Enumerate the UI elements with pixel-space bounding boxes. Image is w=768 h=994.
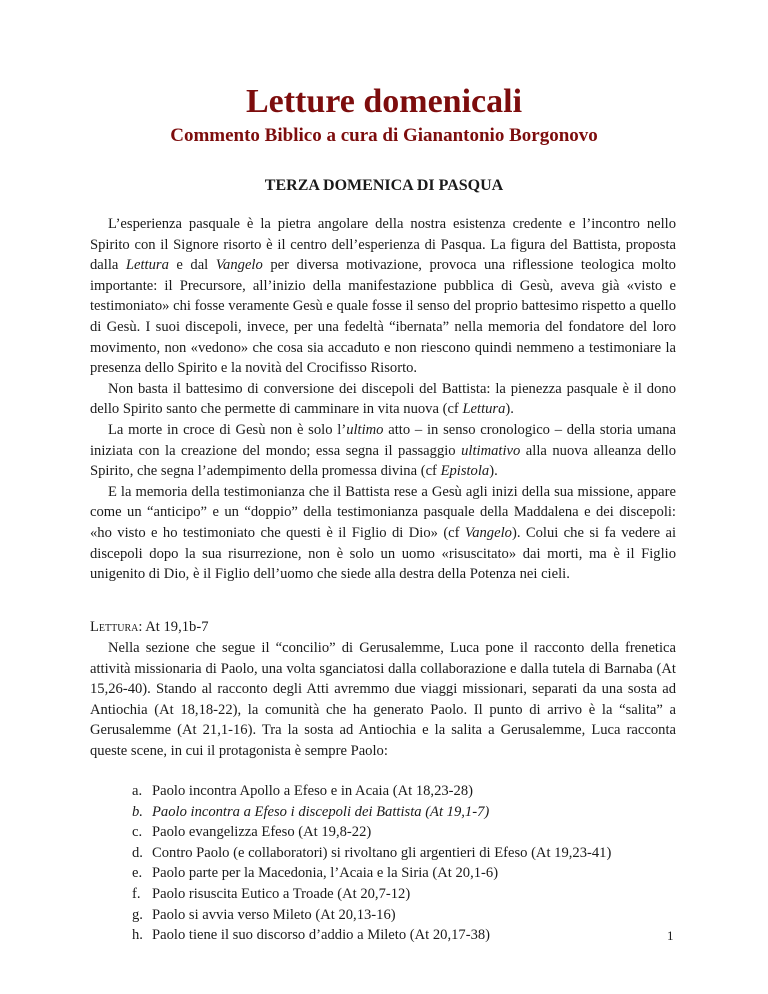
list-item: f. Paolo risuscita Eutico a Troade (At 20,7-12) [132, 885, 411, 902]
intro-paragraph-2: Non basta il battesimo di conversione dei discepoli del Battista: la pienezza pasquale è il dono dello Spirito santo che permette di camminare in vita nuova (cf Lettura). [90, 380, 676, 418]
reading-reference: : At 19,1b-7 [138, 619, 209, 635]
intro-text [90, 214, 676, 585]
list-item: a. Paolo incontra Apollo a Efeso e in Acaia (At 18,23-28) [132, 783, 473, 799]
scene-list [132, 781, 611, 946]
reading-paragraph: Nella sezione che segue il “concilio” di Gerusalemme, Luca pone il racconto della frenetica attività missionaria di Paolo, una volta sganciatosi dalla collaborazione e dalla tutela di Barnaba (At 15,26-40). Stando al racconto degli Atti avremmo due viaggi missionari, separati da una sosta ad Antiochia (At 18,18-22), la comunità che ha generato Paolo. Il punto di arrivo è la “salita” a Gerusalemme (At 21,1-16). Tra la sosta ad Antiochia e la salita a Gerusalemme, Luca racconta queste scene, in cui il protagonista è sempre Paolo: [90, 640, 676, 759]
list-item: b. Paolo incontra a Efeso i discepoli dei Battista (At 19,1-7) [132, 803, 490, 820]
list-item: e. Paolo parte per la Macedonia, l’Acaia e la Siria (At 20,1-6) [132, 865, 499, 882]
intro-paragraph-4: E la memoria della testimonianza che il Battista rese a Gesù agli inizi della sua missione, appare come un “anticipo” e un “doppio” della testimonianza pasquale della Maddalena e dei discepoli: «ho visto e ho testimoniato che questi è il Figlio di Dio» (cf Vangelo). Colui che si fa vedere ai discepoli dopo la sua risurrezione, non è solo un uomo «risuscitato» dai morti, ma è il Figlio unigenito di Dio, è il Figlio dell’uomo che siede alla destra della Potenza nei cieli. [90, 483, 677, 583]
intro-paragraph-1: L’esperienza pasquale è la pietra angolare della nostra esistenza credente e l’incontro nello Spirito con il Signore risorto è il centro dell’esperienza di Pasqua. La figura del Battista, proposta dalla Lettura e dal Vangelo per diversa motivazione, provoca una riflessione teologica molto importante: il Precursore, all’inizio della manifestazione pubblica di Gesù, aveva già «visto e testimoniato» chi fosse veramente Gesù e quale fosse il senso del proprio battesimo rispetto a quello di Gesù. I suoi discepoli, invece, per una fedeltà “ibernata” nella memoria del fondatore del loro movimento, non «vedono» che cosa sia accaduto e non riescono quindi nemmeno a testimoniare la presenza dello Spirito e la novità del Crocifisso Risorto. [90, 216, 676, 377]
list-item: h. Paolo tiene il suo discorso d’addio a Mileto (At 20,17-38) [132, 927, 491, 944]
page-title: Letture domenicali [245, 83, 523, 120]
intro-paragraph-3: La morte in croce di Gesù non è solo l’ultimo atto – in senso cronologico – della storia umana iniziata con la creazione del mondo; essa segna il passaggio ultimativo alla nuova alleanza dello Spirito, che segna l’adempimento della promessa divina (cf Epistola). [90, 421, 677, 480]
section-heading: TERZA DOMENICA DI PASQUA [264, 177, 504, 194]
list-item: g. Paolo si avvia verso Mileto (At 20,13-16) [132, 906, 396, 923]
reading-heading [90, 617, 209, 637]
page-number: 1 [667, 928, 674, 943]
list-item: c. Paolo evangelizza Efeso (At 19,8-22) [132, 824, 372, 841]
reading-label: Lettura [90, 619, 139, 635]
list-item: d. Contro Paolo (e collaboratori) si rivoltano gli argentieri di Efeso (At 19,23-41) [132, 844, 612, 861]
page-subtitle: Commento Biblico a cura di Gianantonio Borgonovo [170, 125, 598, 146]
reading-text [90, 638, 676, 762]
